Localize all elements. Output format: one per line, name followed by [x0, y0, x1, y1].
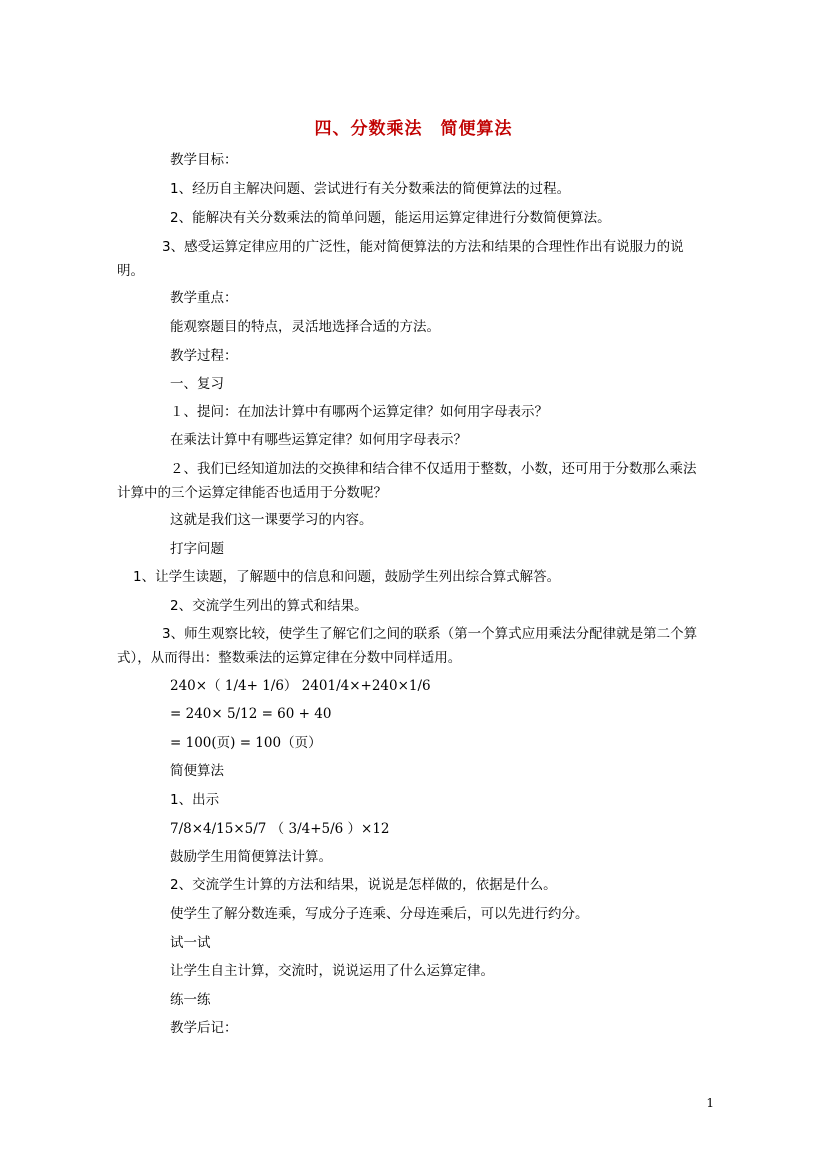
- simple-step-2: 2、交流学生计算的方法和结果，说说是怎样做的，依据是什么。: [170, 877, 557, 893]
- typing-step-3: 3、师生观察比较，使学生了解它们之间的联系（第一个算式应用乘法分配律就是第二个算式），从而得出：整数乘法的运算定律在分数中同样适用。: [117, 626, 698, 666]
- step-review: 一、复习: [170, 376, 224, 392]
- simple-encourage: 鼓励学生用简便算法计算。: [170, 849, 332, 865]
- subheading-try: 试一试: [170, 935, 211, 951]
- review-question-3: ２、我们已经知道加法的交换律和结合律不仅适用于整数，小数，还可用于分数那么乘法计算中的三个运算定律能否也适用于分数呢？: [117, 461, 697, 501]
- review-question-1: １、提问：在加法计算中有哪两个运算定律？如何用字母表示？: [170, 404, 548, 420]
- typing-step-1: 1、让学生读题，了解题中的信息和问题，鼓励学生列出综合算式解答。: [133, 569, 561, 585]
- focus-text: 能观察题目的特点，灵活地选择合适的方法。: [170, 319, 440, 335]
- review-question-2: 在乘法计算中有哪些运算定律？如何用字母表示？: [170, 432, 467, 448]
- page-number: 1: [706, 1096, 714, 1110]
- lesson-intro: 这就是我们这一课要学习的内容。: [170, 512, 373, 528]
- formula-line-4: 7/8×4/15×5/7 （ 3/4+5/6 ）×12: [170, 821, 390, 837]
- try-text: 让学生自主计算，交流时，说说运用了什么运算定律。: [170, 963, 494, 979]
- section-label-notes: 教学后记：: [170, 1020, 238, 1036]
- typing-step-2: 2、交流学生列出的算式和结果。: [170, 598, 368, 614]
- simple-step-1: 1、出示: [170, 792, 220, 808]
- section-label-focus: 教学重点：: [170, 290, 238, 306]
- goal-item-1: 1、经历自主解决问题、尝试进行有关分数乘法的简便算法的过程。: [170, 181, 571, 197]
- simple-explain: 使学生了解分数连乘，写成分子连乘、分母连乘后，可以先进行约分。: [170, 906, 589, 922]
- goal-item-2: 2、能解决有关分数乘法的简单问题，能运用运算定律进行分数简便算法。: [170, 210, 611, 226]
- goal-item-3: 3、感受运算定律应用的广泛性，能对简便算法的方法和结果的合理性作出有说服力的说明。: [117, 239, 684, 279]
- formula-line-3: = 100(页) = 100（页）: [170, 735, 322, 751]
- page-title: 四、分数乘法 简便算法: [314, 119, 513, 139]
- section-label-goals: 教学目标：: [170, 152, 238, 168]
- subheading-typing: 打字问题: [170, 541, 224, 557]
- section-label-process: 教学过程：: [170, 348, 238, 364]
- formula-line-2: = 240× 5/12 = 60 + 40: [170, 706, 332, 722]
- formula-line-1: 240×（ 1/4+ 1/6） 2401/4×+240×1/6: [170, 678, 431, 694]
- subheading-simple: 简便算法: [170, 763, 224, 779]
- subheading-practice: 练一练: [170, 992, 211, 1008]
